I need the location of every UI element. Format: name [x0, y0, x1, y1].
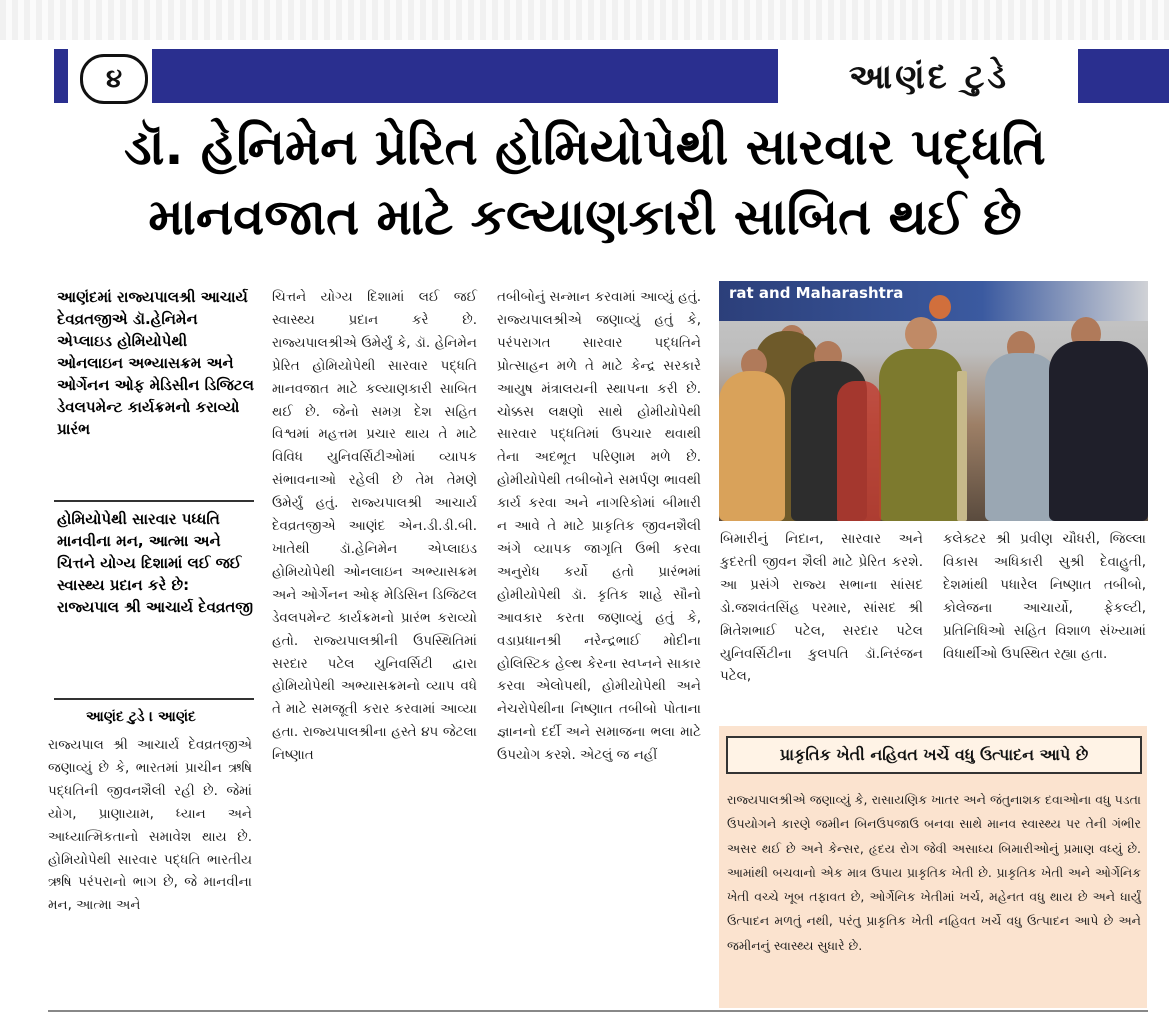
article-column-3: તબીબોનું સન્માન કરવામાં આવ્યું હતું. રાજ્યપાલશ્રીએ જણાવ્યું હતું કે, પરંપરાગત સારવાર પદ્ધતિને પ્રોત્સાહન મળે તે માટે કેન્દ્ર સરકારે આયુષ મંત્રાલયની સ્થાપના કરી છે. ચોક્કસ લક્ષણો સાથે હોમીયોપેથી સારવાર પદ્ધતિમાં ઉપચાર થવાથી તેના અદભૂત પરિણામ મળે છે. હોમીયોપેથી તબીબોને સમર્પણ ભાવથી કાર્ય કરવા અને નાગરિકોમાં બીમારી ન આવે તે માટે પ્રાકૃતિક જીવનશૈલી અંગે વ્યાપક જાગૃતિ ઉભી કરવા અનુરોધ કર્યો હતો પ્રારંભમાં હોમીયોપેથી ડૉ. કૃતિક શાહે સૌનો આવકાર કરતા જણાવ્યું હતું કે, વડાપ્રધાનશ્રી નરેન્દ્રભાઈ મોદીના હોલિસ્ટિક હેલ્થ કેરના સ્વપ્નને સાકાર કરવા એલોપથી, હોમીયોપેથી અને નેચરોપેથીના નિષ્ણાત તબીબો પોતાના જ્ઞાનનો દર્દી અને સમાજના ભલા માટે ઉપયોગ કરશે. એટલું જ નહીં	[497, 289, 701, 764]
divider	[54, 500, 254, 502]
person-head	[905, 317, 937, 351]
person-head	[929, 295, 951, 319]
top-strip	[0, 0, 1169, 40]
person-figure	[985, 353, 1059, 521]
lamp-stand	[957, 371, 967, 521]
header-bar-left-stub	[54, 49, 68, 103]
article-column-1: રાજ્યપાલ શ્રી આચાર્ય દેવવ્રતજીએ જણાવ્યું છે કે, ભારતમાં પ્રાચીન ઋષિ પદ્ધતિની જીવનશૈલી રહી છે. જેમાં યોગ, પ્રાણાયામ, ધ્યાન અને આધ્યાત્મિકતાનો સમાવેશ થાય છે. હોમિયોપેથી સારવાર પદ્ધતિ ભારતીય ઋષિ પરંપરાનો ભાગ છે, જે માનવીના મન, આત્મા અને	[48, 737, 252, 914]
photo-banner-text: rat and Maharashtra	[719, 281, 1148, 321]
event-photo	[719, 281, 1148, 521]
person-figure	[1049, 341, 1148, 521]
sidebar-box-body: રાજ્યપાલશ્રીએ જણાવ્યું કે, રાસાયણિક ખાતર અને જંતુનાશક દવાઓના વધુ પડતા ઉપયોગને કારણે જમીન બિનઉપજાઉ બનવા સાથે માનવ સ્વાસ્થ્ય પર તેની ગંભીર અસર થઈ છે અને કેન્સર, હૃદય રોગ જેવી અસાધ્ય બિમારીઓનું પ્રમાણ વધ્યું છે. આમાંથી બચવાનો એક માત્ર ઉપાય પ્રાકૃતિક ખેતી છે. પ્રાકૃતિક ખેતી અને ઓર્ગેનિક ખેતી વચ્ચે ખૂબ તફાવત છે, ઓર્ગેનિક ખેતીમાં ખર્ચ, મહેનત વધુ થાય છે અને ધાર્યું ઉત્પાદન મળતું નથી, પરંતુ પ્રાકૃતિક ખેતી નહિવત ખર્ચે વધુ ઉત્પાદન આપે છે અને જમીનનું સ્વાસ્થ્ય સુધારે છે.	[727, 792, 1141, 953]
headline-line-2: માનવજાત માટે કલ્યાણકારી સાબિત થઈ છે	[148, 188, 1022, 246]
article-column-5: કલેક્ટર શ્રી પ્રવીણ ચૌધરી, જિલ્લા વિકાસ અધિકારી સુશ્રી દેવાહુતી, દેશમાંથી પધારેલ નિષ્ણાત તબીબો, કોલેજના આચાર્યો, ફેકલ્ટી, પ્રતિનિધિઓ સહિત વિશાળ સંખ્યામાં વિધાર્થીઓ ઉપસ્થિત રહ્યા હતા.	[943, 531, 1146, 662]
red-chair	[837, 381, 881, 521]
bottom-rule	[48, 1010, 1148, 1012]
header-bar	[152, 49, 778, 103]
lead-summary-2: હોમિયોપેથી સારવાર પધ્ધતિ માનવીના મન, આત્મા અને ચિત્તને યોગ્ય દિશામાં લઈ જઈ સ્વાસ્થ્ય પ્રદાન કરે છે: રાજ્યપાલ શ્રી આચાર્ય દેવવ્રતજી	[57, 510, 254, 616]
article-column-4: બિમારીનું નિદાન, સારવાર અને કુદરતી જીવન શૈલી માટે પ્રેરિત કરશે. આ પ્રસંગે રાજ્ય સભાના સાંસદ ડો.જશવંતસિંહ પરમાર, સાંસદ શ્રી મિતેશભાઈ પટેલ, સરદાર પટેલ યુનિવર્સિટીના કુલપતિ ડૉ.નિરંજન પટેલ,	[720, 531, 923, 685]
person-figure	[719, 371, 785, 521]
divider	[54, 698, 254, 700]
header-bar-right	[1078, 49, 1169, 103]
person-figure	[879, 349, 963, 521]
masthead-brand: આણંદ ટુડે	[848, 57, 1010, 97]
headline-line-1: ડૉ. હેનિમેન પ્રેરિત હોમિયોપેથી સારવાર પદ્ધતિ	[124, 118, 1046, 176]
page-edge	[1155, 280, 1169, 1015]
lead-summary-1: આણંદમાં રાજ્યપાલશ્રી આચાર્ય દેવવ્રતજીએ ડૉ.હેનિમેન એપ્લાઇડ હોમિયોપેથી ઓનલાઇન અભ્યાસક્રમ અને ઓર્ગેનન ઓફ મેડિસીન ડિજિટલ ડેવલપમેન્ટ કાર્યક્રમનો કરાવ્યો પ્રારંભ	[57, 288, 254, 438]
article-column-2: ચિત્તને યોગ્ય દિશામાં લઈ જઈ સ્વાસ્થ્ય પ્રદાન કરે છે. રાજ્યપાલશ્રીએ ઉમેર્યું કે, ડૉ. હેનિમેન પ્રેરિત હોમિયોપેથી સારવાર પદ્ધતિ માનવજાત માટે કલ્યાણકારી સાબિત થઈ છે. જેનો સમગ્ર દેશ સહિત વિશ્વમાં મહત્તમ પ્રચાર થાય તે માટે વિવિધ યુનિવર્સિટીઓમાં વ્યાપક સંભાવનાઓ રહેલી છે તેમ તેમણે ઉમેર્યું હતું. રાજ્યપાલશ્રી આચાર્ય દેવવ્રતજીએ આણંદ એન.ડી.ડી.બી. ખાતેથી ડૉ.હેનિમેન એપ્લાઇડ હોમિયોપેથી ઓનલાઇન અભ્યાસક્રમ અને ઓર્ગેનન ઓફ મેડિસિન ડિજિટલ ડેવલપમેન્ટ કાર્યક્રમનો પ્રારંભ કરાવ્યો હતો. રાજ્યપાલશ્રીની ઉપસ્થિતિમાં સરદાર પટેલ યુનિવર્સિટી દ્વારા હોમિયોપેથી અભ્યાસક્રમનો વ્યાપ વધે તે માટે સમજૂતી કરાર કરવામાં આવ્યા હતા. રાજ્યપાલશ્રીના હસ્તે ૪૫ જેટલા નિષ્ણાત	[272, 289, 477, 764]
sidebar-box-title: પ્રાકૃતિક ખેતી નહિવત ખર્ચે વધુ ઉત્પાદન આપે છે	[726, 736, 1142, 774]
page-number-badge: ૪	[80, 54, 148, 104]
byline: આણંદ ટુડે । આણંદ	[86, 709, 196, 725]
